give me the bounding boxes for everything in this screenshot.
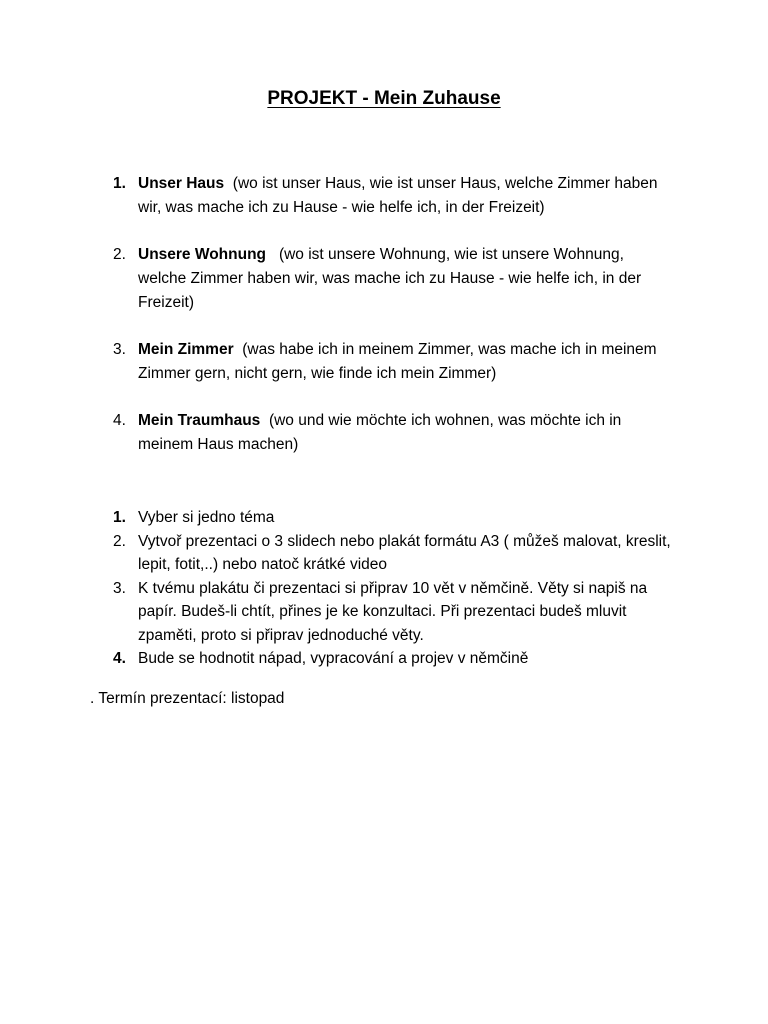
list-item xyxy=(113,243,673,315)
list-item xyxy=(113,506,673,530)
list-number: 4. xyxy=(113,650,126,667)
list-number: 2. xyxy=(113,532,126,550)
topic-title: Mein Zimmer xyxy=(138,341,234,358)
topic-description: (wo ist unser Haus, wie ist unser Haus, welche Zimmer haben wir, was mache ich zu Hause - wie helfe ich, in der Freizeit) xyxy=(138,175,658,216)
instruction-text: K tvému plakátu či prezentaci si připrav 10 vět v němčině. Věty si napiš na papír. Budeš-li chtít, přines je ke konzultaci. Při prezentaci budeš mluvit zpaměti, proto si připrav jednoduché věty. xyxy=(138,579,648,644)
list-number: 2. xyxy=(113,246,126,263)
list-item xyxy=(113,172,673,220)
topic-title: Unser Haus xyxy=(138,175,225,192)
topic-spacer xyxy=(224,175,233,192)
topic-description: (was habe ich in meinem Zimmer, was mache ich in meinem Zimmer gern, nicht gern, wie finde ich mein Zimmer) xyxy=(138,341,657,382)
list-item xyxy=(113,647,673,671)
list-number: 4. xyxy=(113,412,126,429)
topic-spacer xyxy=(260,412,269,429)
list-number: 1. xyxy=(113,175,126,192)
instruction-text: Vytvoř prezentaci o 3 slidech nebo plakát formátu A3 ( můžeš malovat, kreslit, lepit, fotit,..) nebo natoč krátké video xyxy=(138,532,671,573)
topic-spacer xyxy=(234,341,243,358)
list-item xyxy=(113,409,673,457)
topic-title: Mein Traumhaus xyxy=(138,412,261,429)
list-number: 3. xyxy=(113,579,126,597)
topic-description: (wo ist unsere Wohnung, wie ist unsere Wohnung, welche Zimmer haben wir, was mache ich zu Hause - wie helfe ich, in der Freizeit) xyxy=(138,246,642,311)
list-item xyxy=(113,338,673,386)
list-number: 3. xyxy=(113,341,126,358)
list-item xyxy=(113,530,673,577)
instruction-text: Bude se hodnotit nápad, vypracování a projev v němčině xyxy=(138,650,529,667)
presentation-deadline: . Termín prezentací: listopad xyxy=(90,690,285,707)
document-title: PROJEKT - Mein Zuhause xyxy=(267,88,501,109)
topic-title: Unsere Wohnung xyxy=(138,246,267,263)
list-item xyxy=(113,577,673,648)
instruction-text: Vyber si jedno téma xyxy=(138,509,275,526)
topic-list xyxy=(113,172,673,480)
list-number: 1. xyxy=(113,509,126,526)
instruction-list xyxy=(113,506,673,671)
topic-spacer xyxy=(266,246,279,263)
topic-description: (wo und wie möchte ich wohnen, was möchte ich in meinem Haus machen) xyxy=(138,412,622,453)
